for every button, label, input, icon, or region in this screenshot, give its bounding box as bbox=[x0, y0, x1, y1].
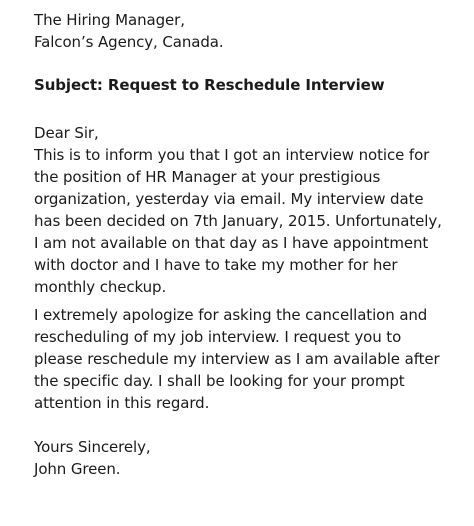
paragraph-line: I extremely apologize for asking the cancellation and bbox=[34, 306, 428, 324]
paragraph-line: This is to inform you that I got an interview notice for bbox=[34, 146, 430, 164]
body-paragraph-2 bbox=[34, 304, 464, 414]
paragraph-line: rescheduling of my job interview. I request you to bbox=[34, 328, 402, 346]
paragraph-line: the specific day. I shall be looking for your prompt bbox=[34, 372, 405, 390]
recipient-name: The Hiring Manager, bbox=[34, 11, 185, 29]
paragraph-line: has been decided on 7th January, 2015. Unfortunately, bbox=[34, 212, 442, 230]
paragraph-line: monthly checkup. bbox=[34, 278, 167, 296]
signature-name: John Green. bbox=[34, 460, 121, 478]
salutation: Dear Sir, bbox=[34, 124, 99, 142]
paragraph-line: the position of HR Manager at your prestigious bbox=[34, 168, 381, 186]
recipient-block bbox=[34, 9, 464, 53]
subject-line: Subject: Request to Reschedule Interview bbox=[34, 76, 385, 94]
paragraph-line: attention in this regard. bbox=[34, 394, 210, 412]
paragraph-line: please reschedule my interview as I am available after bbox=[34, 350, 440, 368]
recipient-address: Falcon’s Agency, Canada. bbox=[34, 33, 224, 51]
body-paragraph-1 bbox=[34, 144, 464, 298]
letter bbox=[34, 9, 464, 480]
paragraph-line: with doctor and I have to take my mother for her bbox=[34, 256, 398, 274]
closing: Yours Sincerely, bbox=[34, 438, 151, 456]
paragraph-line: I am not available on that day as I have appointment bbox=[34, 234, 429, 252]
paragraph-line: organization, yesterday via email. My interview date bbox=[34, 190, 424, 208]
